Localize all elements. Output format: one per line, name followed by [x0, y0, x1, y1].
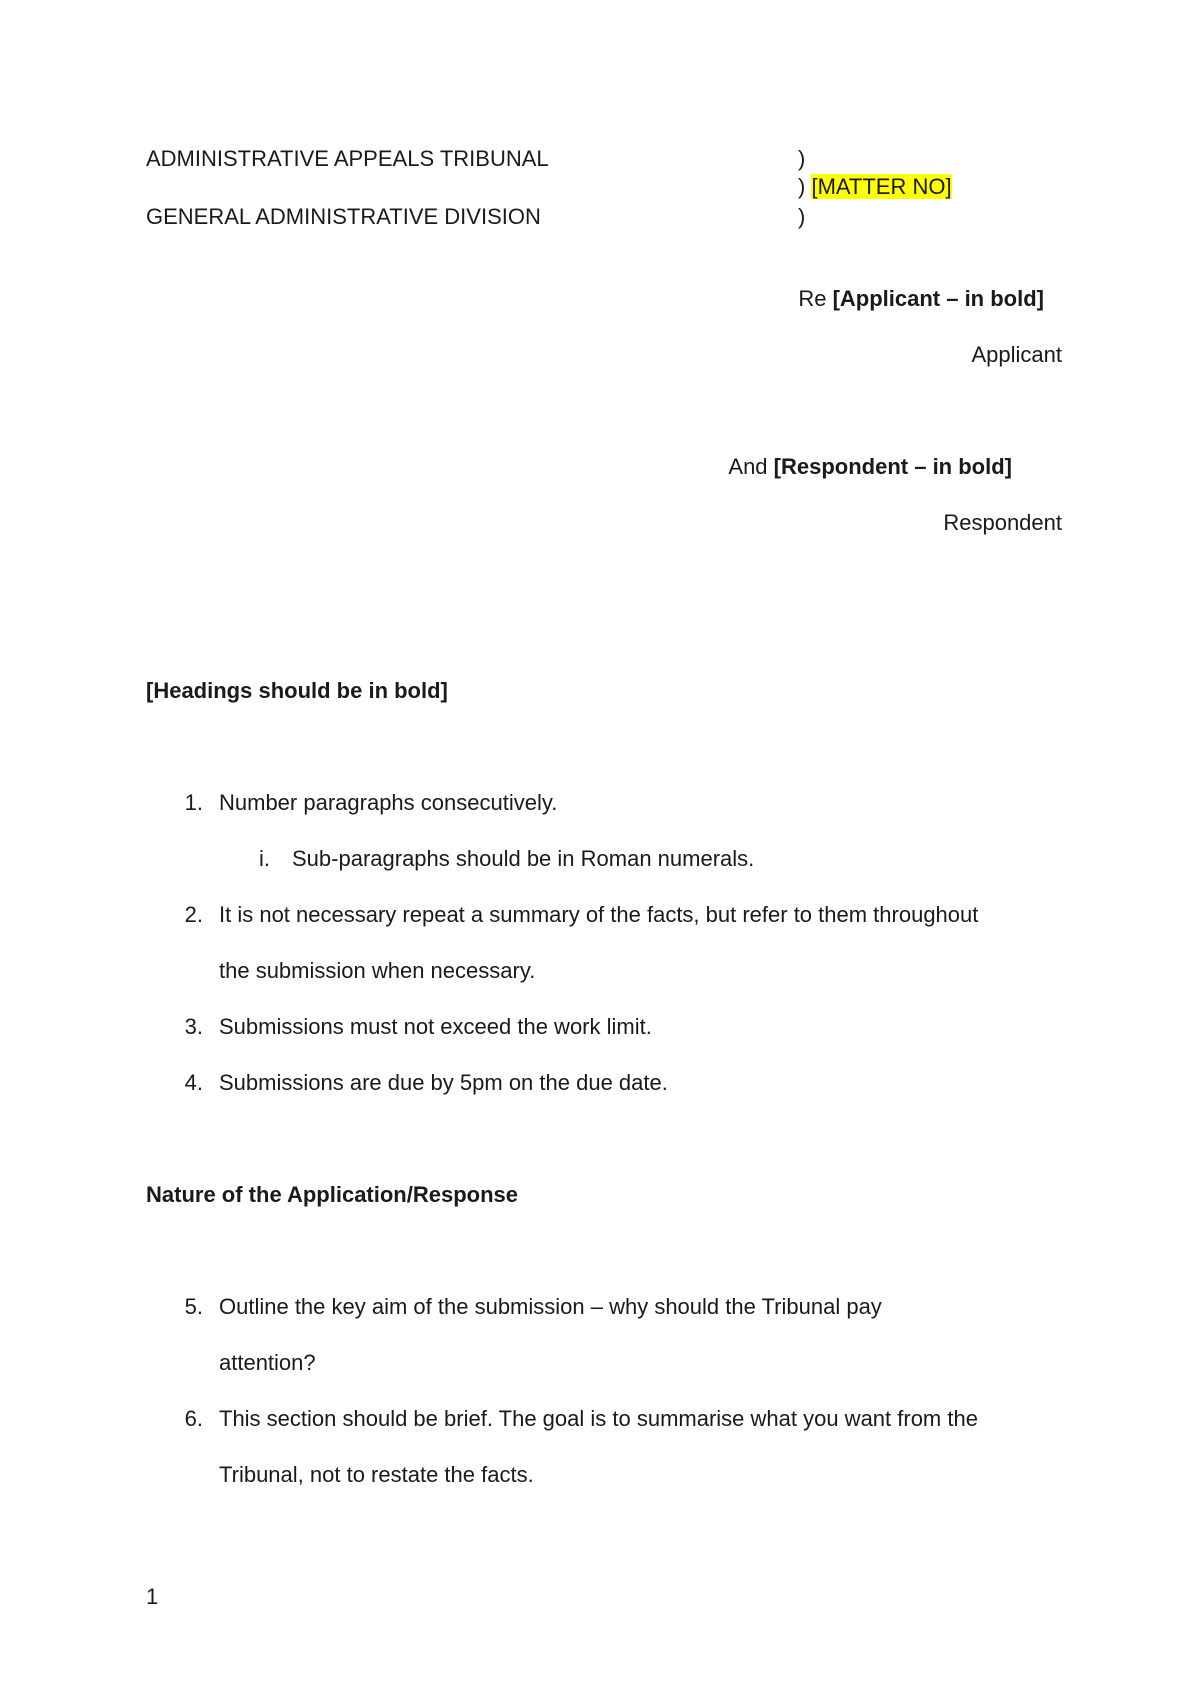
- item-number: i.: [259, 846, 270, 871]
- item-number: 6.: [184, 1406, 203, 1431]
- page-number: 1: [146, 1584, 159, 1609]
- item-text-line-2: Tribunal, not to restate the facts.: [219, 1462, 534, 1487]
- item-number: 3.: [184, 1014, 203, 1039]
- bracket-1: ): [798, 146, 806, 171]
- item-text-line-1: It is not necessary repeat a summary of the facts, but refer to them throughout: [219, 902, 979, 927]
- respondent-name: [Respondent – in bold]: [773, 454, 1012, 479]
- matter-number: [MATTER NO]: [811, 174, 952, 199]
- item-text-line-2: the submission when necessary.: [219, 958, 536, 983]
- item-text: Submissions are due by 5pm on the due date.: [219, 1070, 668, 1095]
- item-text: Number paragraphs consecutively.: [219, 790, 558, 815]
- re-prefix: Re: [798, 286, 827, 311]
- tribunal-name: ADMINISTRATIVE APPEALS TRIBUNAL: [146, 146, 549, 171]
- bracket-2: ): [798, 174, 806, 199]
- applicant-line: [798, 286, 1044, 312]
- item-number: 4.: [184, 1070, 203, 1095]
- item-text: Submissions must not exceed the work limit.: [219, 1014, 652, 1039]
- and-prefix: And: [728, 454, 768, 479]
- item-number: 5.: [184, 1294, 203, 1319]
- bracket-3: ): [798, 204, 806, 229]
- respondent-line: [728, 454, 1012, 480]
- division-name: GENERAL ADMINISTRATIVE DIVISION: [146, 204, 541, 229]
- item-text-line-1: Outline the key aim of the submission – why should the Tribunal pay: [219, 1294, 882, 1319]
- applicant-label: Applicant: [971, 342, 1062, 367]
- respondent-label: Respondent: [943, 510, 1062, 535]
- item-text: Sub-paragraphs should be in Roman numerals.: [292, 846, 755, 871]
- matter-number-line: [798, 174, 952, 200]
- section-heading-2: Nature of the Application/Response: [146, 1182, 519, 1207]
- item-number: 2.: [184, 902, 203, 927]
- applicant-name: [Applicant – in bold]: [832, 286, 1044, 311]
- item-number: 1.: [184, 790, 203, 815]
- item-text-line-2: attention?: [219, 1350, 316, 1375]
- section-heading-1: [Headings should be in bold]: [146, 678, 448, 703]
- item-text-line-1: This section should be brief. The goal is to summarise what you want from the: [219, 1406, 978, 1431]
